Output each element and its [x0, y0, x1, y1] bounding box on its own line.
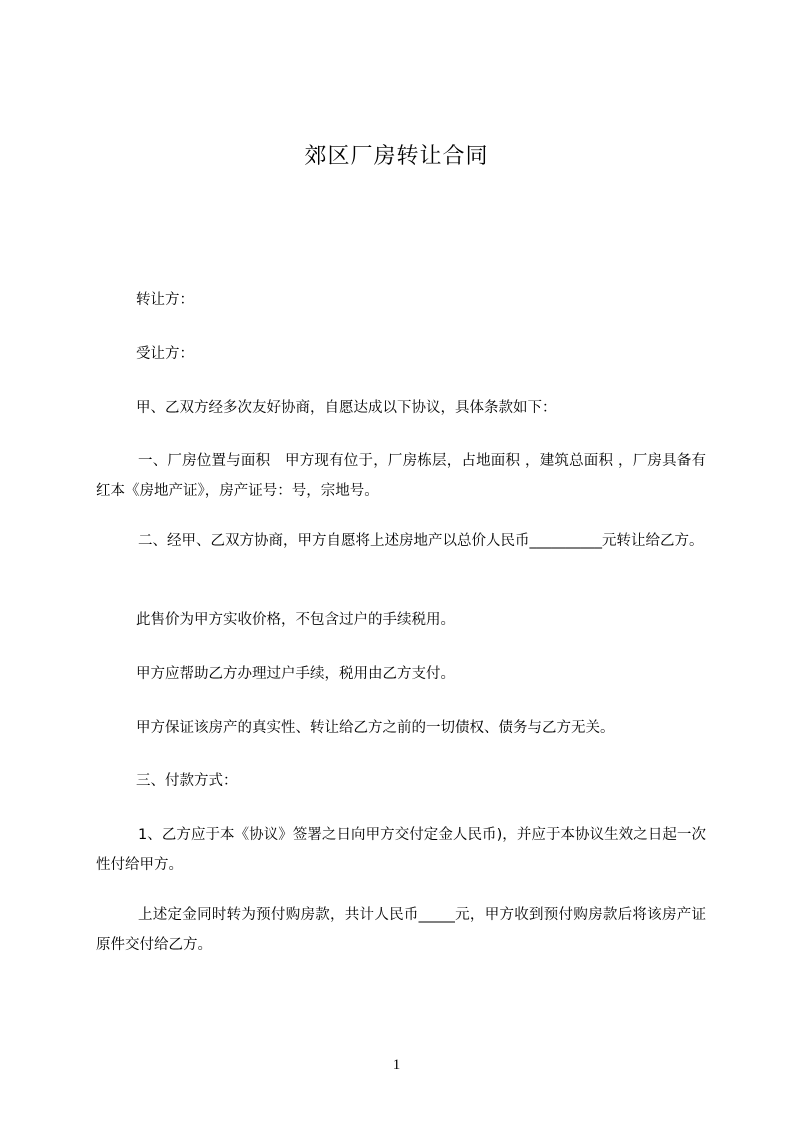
clause-1-location-area: 一、厂房位置与面积 甲方现有位于，厂房栋层，占地面积 ，建筑总面积 ，厂房具备有红本《房地产证》，房产证号：号，宗地号。	[96, 453, 706, 499]
page-number: 1	[392, 1057, 401, 1073]
payment-item-1: 1、乙方应于本《协议》签署之日向甲方交付定金人民币)，并应于本协议生效之日起一次性付给甲方。	[96, 827, 706, 873]
transferor-line: 转让方：	[136, 292, 194, 308]
document-title: 郊区厂房转让合同	[304, 144, 489, 169]
warranty-note: 甲方保证该房产的真实性、转让给乙方之前的一切债权、债务与乙方无关。	[136, 720, 615, 736]
transferee-line: 受让方：	[136, 346, 194, 362]
clause-2-price: 二、经甲、乙双方协商，甲方自愿将上述房地产以总价人民币__________元转让给乙方。	[138, 533, 704, 549]
agreement-intro: 甲、乙双方经多次友好协商，自愿达成以下协议，具体条款如下：	[136, 400, 557, 416]
price-note: 此售价为甲方实收价格，不包含过户的手续税用。	[136, 612, 455, 628]
prepayment-note: 上述定金同时转为预付购房款，共计人民币_____元，甲方收到预付购房款后将该房产证原件交付给乙方。	[96, 907, 706, 953]
transfer-procedure-note: 甲方应帮助乙方办理过户手续，税用由乙方支付。	[136, 666, 455, 682]
clause-3-heading: 三、付款方式：	[136, 773, 238, 789]
